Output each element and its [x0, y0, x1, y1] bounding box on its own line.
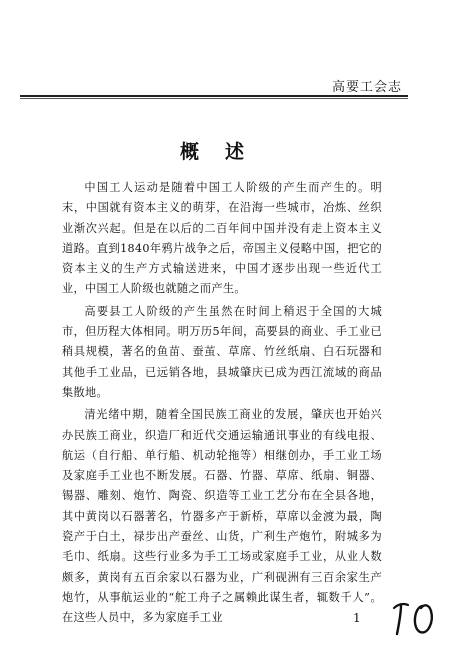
section-title: 概述	[179, 141, 270, 163]
body-text	[62, 178, 382, 631]
handwritten-page-mark	[388, 598, 440, 644]
paragraph: 中国工人运动是随着中国工人阶级的产生而产生的。明末，中国就有资本主义的萌芽，在沿海一些城市，冶炼、丝织业渐次兴起。但是在以后的二百年间中国并没有走上资本主义道路。直到1840年鸦片战争之后，帝国主义侵略中国，把它的资本主义的生产方式输送进来，中国才逐步出现一些近代工业，中国工人阶级也就随之而产生。	[62, 181, 382, 296]
header-rule	[20, 95, 408, 97]
paragraph: 清光绪中期，随着全国民族工商业的发展，肇庆也开始兴办民族工商业，织造厂和近代交通运输通讯事业的有线电报、航运（自行船、单行船、机动轮拖等）相继创办，手工业工场及家庭手工业也不断发展。石器、竹器、草席、纸扇、铜器、锡器、雕刻、炮竹、陶瓷、织造等工业工艺分布在全县各地，其中黄岗以石器著名，竹器多产于新桥，草席以金渡为最，陶瓷产于白土，禄步出产蚕丝、山货，广利生产炮竹，附城多为毛巾、纸扇。这些行业多为手工工场或家庭手工业，从业人数颇多，黄岗有五百余家以石器为业，广利砚洲有三百余家生产炮竹，从事航运业的“舵工舟子之属赖此谋生者，辄数千人”。在这些人员中，多为家庭手工业	[62, 408, 382, 625]
header-rule-thin	[20, 98, 408, 99]
paragraph: 高要县工人阶级的产生虽然在时间上稍迟于全国的大城市，但历程大体相同。明万历5年间，高要县的商业、手工业已稍具规模，著名的鱼苗、蚕茧、草席、竹丝纸扇、白石玩器和其他手工业品，已远销各地，县城肇庆已成为西江流域的商品集散地。	[62, 304, 382, 399]
page-number: 1	[353, 611, 361, 625]
handwritten-mark-icon	[388, 598, 440, 640]
running-head: 高要工会志	[331, 80, 402, 95]
